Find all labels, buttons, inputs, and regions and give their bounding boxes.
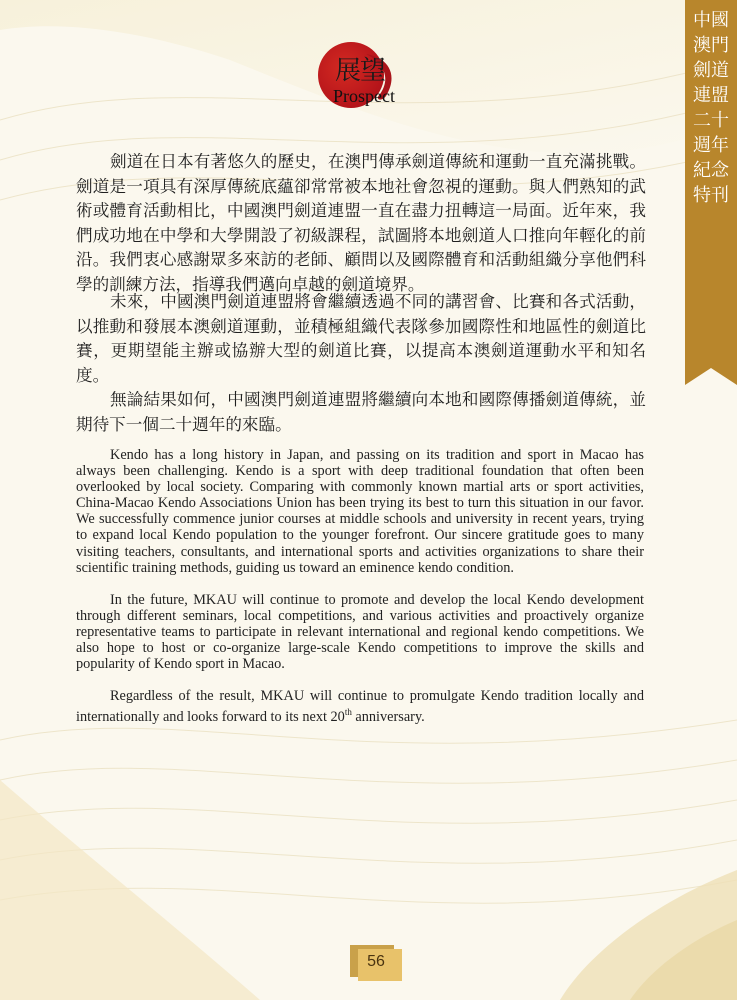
chinese-paragraph-3: 無論結果如何，中國澳門劍道連盟將繼續向本地和國際傳播劍道傳統，並期待下一個二十週年的來臨。: [76, 390, 646, 434]
page-number-badge: [350, 945, 402, 981]
banner-text: 中國澳門劍道連盟二十週年紀念特刊: [693, 10, 729, 206]
page-number: 56: [367, 953, 385, 970]
chinese-paragraph-1: 劍道在日本有著悠久的歷史，在澳門傳承劍道傳統和運動一直充滿挑戰。 劍道是一項具有深厚傳統底蘊卻常常被本地社會忽視的運動。與人們熟知的武術或體育活動相比，中國澳門劍道連盟一直在盡力扭轉這一局面。近年來，我們成功地在中學和大學開設了初級課程，試圖將本地劍道人口推向年輕化的前沿。我們衷心感謝眾多來訪的老師、顧問以及國際體育和活動組織分享他們科學的訓練方法，指導我們邁向卓越的劍道境界。: [76, 152, 646, 294]
english-paragraph-3: [76, 688, 644, 725]
section-emblem: [312, 40, 404, 112]
section-title-cjk: 展望: [334, 56, 385, 86]
english-paragraph-3-tail: anniversary.: [351, 708, 425, 725]
chinese-paragraph-2: 未來，中國澳門劍道連盟將會繼續透過不同的講習會、比賽和各式活動，以推動和發展本澳劍道運動，並積極組織代表隊參加國際性和地區性的劍道比賽，更期望能主辦或協辦大型的劍道比賽，以提高本澳劍道運動水平和知名度。: [76, 292, 646, 385]
vertical-publication-banner: [685, 0, 737, 385]
ordinal-suffix: th: [344, 707, 352, 718]
section-title-en: Prospect: [333, 86, 395, 106]
english-paragraph-1: Kendo has a long history in Japan, and passing on its tradition and sport in Macao has always been challenging. Kendo is a sport with deep traditional foundation that often been overlooked by local society. Comparing with commonly known martial arts or sport activities, China-Macao Kendo Associations Union has been trying its best to turn this situation in our favor. We successfully commence junior courses at middle schools and university in recent years, trying to expand local Kendo population to the younger forefront. Our sincere gratitude goes to many visiting teachers, consultants, and international sports and activities organizations to share their scientific training methods, guiding us toward an eminence kendo condition.: [76, 447, 644, 576]
english-paragraph-3-text: Regardless of the result, MKAU will continue to promulgate Kendo tradition locally and internationally and looks forward to its next 20: [76, 688, 644, 725]
english-paragraph-2: In the future, MKAU will continue to promote and develop the local Kendo development through different seminars, local competitions, and various activities and proactively organize representative teams to participate in relevant international and regional kendo competitions. We also hope to host or co-organize large-scale Kendo competitions to improve the skills and popularity of Kendo sport in Macao.: [76, 592, 644, 673]
